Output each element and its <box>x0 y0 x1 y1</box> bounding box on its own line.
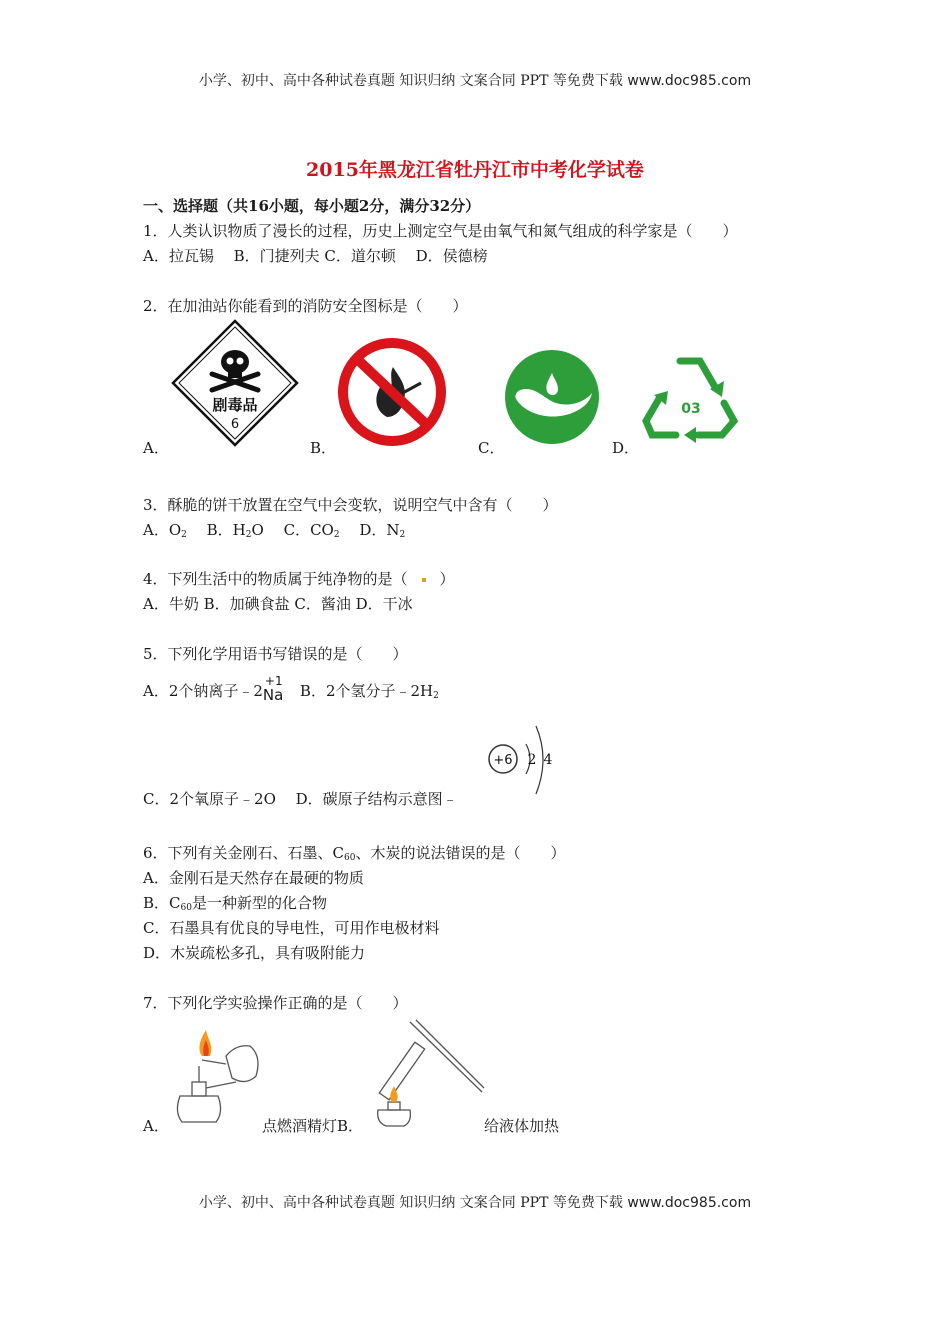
q7-caption-b: 给液体加热 <box>484 1117 560 1135</box>
svg-text:+6: +6 <box>493 753 513 768</box>
liquid-heating-illustration <box>370 1014 488 1132</box>
q4-options: A．牛奶 B．加碘食盐 C．酱油 D．干冰 <box>143 595 413 613</box>
header-url[interactable]: www.doc985.com <box>627 73 752 89</box>
footer-text: 小学、初中、高中各种试卷真题 知识归纳 文案合同 PPT 等免费下载 <box>198 1195 623 1211</box>
section-heading: 一、选择题（共16小题，每小题2分，满分32分） <box>143 197 481 215</box>
header-text: 小学、初中、高中各种试卷真题 知识归纳 文案合同 PPT 等免费下载 <box>198 73 623 89</box>
q6-option-b: B．$C_{60}$是一种新型的化合物 <box>143 894 327 913</box>
footer-url[interactable]: www.doc985.com <box>627 1195 752 1211</box>
q6-option-a: A．金刚石是天然存在最硬的物质 <box>143 869 364 887</box>
q6-option-c: C．石墨具有优良的导电性，可用作电极材料 <box>143 919 440 937</box>
no-fire-sign-icon <box>337 337 447 447</box>
q2-stem: 2．在加油站你能看到的消防安全图标是（ ） <box>143 297 468 315</box>
q2-label-a: A． <box>143 439 169 457</box>
toxic-sign-icon <box>170 318 300 448</box>
water-saving-sign-icon <box>504 349 600 445</box>
q7-stem: 7．下列化学实验操作正确的是（ ） <box>143 994 408 1012</box>
q1-stem: 1．人类认识物质了漫长的过程，历史上测定空气是由氧气和氮气组成的科学家是（ ） <box>143 222 738 240</box>
q1-options: A．拉瓦锡 B．门捷列夫 C．道尔顿 D．侯德榜 <box>143 247 488 265</box>
toxic-sign-number: 6 <box>230 417 240 432</box>
page-footer <box>0 1192 950 1212</box>
q4-stem: 4．下列生活中的物质属于纯净物的是（ ） <box>143 570 455 588</box>
q3-options: A．$O_2$ B．$H_2O$ C．$CO_2$ D．$N_2$ <box>143 521 406 540</box>
q5-symbol: Na <box>262 686 284 704</box>
recycle-sign-icon <box>640 345 742 443</box>
q6-stem: 6．下列有关金刚石、石墨、$C_{60}$、木炭的说法错误的是（ ） <box>143 844 566 863</box>
q7-label-a: A． <box>143 1117 169 1135</box>
q3-option-c: C．CO <box>268 521 334 539</box>
recycle-number: 03 <box>681 401 701 417</box>
svg-text:2: 2 <box>527 752 537 768</box>
q2-label-b: B． <box>310 439 337 457</box>
q2-label-c: C． <box>478 439 505 457</box>
q3-option-b: B．H <box>191 521 246 539</box>
svg-text:4: 4 <box>543 752 553 768</box>
page-title: 2015年黑龙江省牡丹江市中考化学试卷 <box>306 159 644 181</box>
q5-charge: +1 <box>264 674 283 688</box>
page-header <box>0 70 950 90</box>
q5-options-cd: C．2个氧原子﹣2O D．碳原子结构示意图﹣ <box>143 790 458 808</box>
alcohol-lamp-lighting-illustration <box>166 1026 264 1130</box>
q6-option-d: D．木炭疏松多孔，具有吸附能力 <box>143 944 366 962</box>
q3-stem: 3．酥脆的饼干放置在空气中会变软，说明空气中含有（ ） <box>143 496 558 514</box>
q3-option-a: A．O <box>143 521 182 539</box>
q2-label-d: D． <box>612 439 640 457</box>
q7-caption-a: 点燃酒精灯B． <box>262 1117 364 1135</box>
q5-stem: 5．下列化学用语书写错误的是（ ） <box>143 645 408 663</box>
q3-option-d: D．N <box>344 521 400 539</box>
carbon-atom-diagram <box>486 716 558 802</box>
toxic-sign-label: 剧毒品 <box>212 396 258 414</box>
q5-options-ab: A．2个钠离子﹣2 +1 Na B．2个氢分子$﹣2H_2$ <box>143 681 439 706</box>
